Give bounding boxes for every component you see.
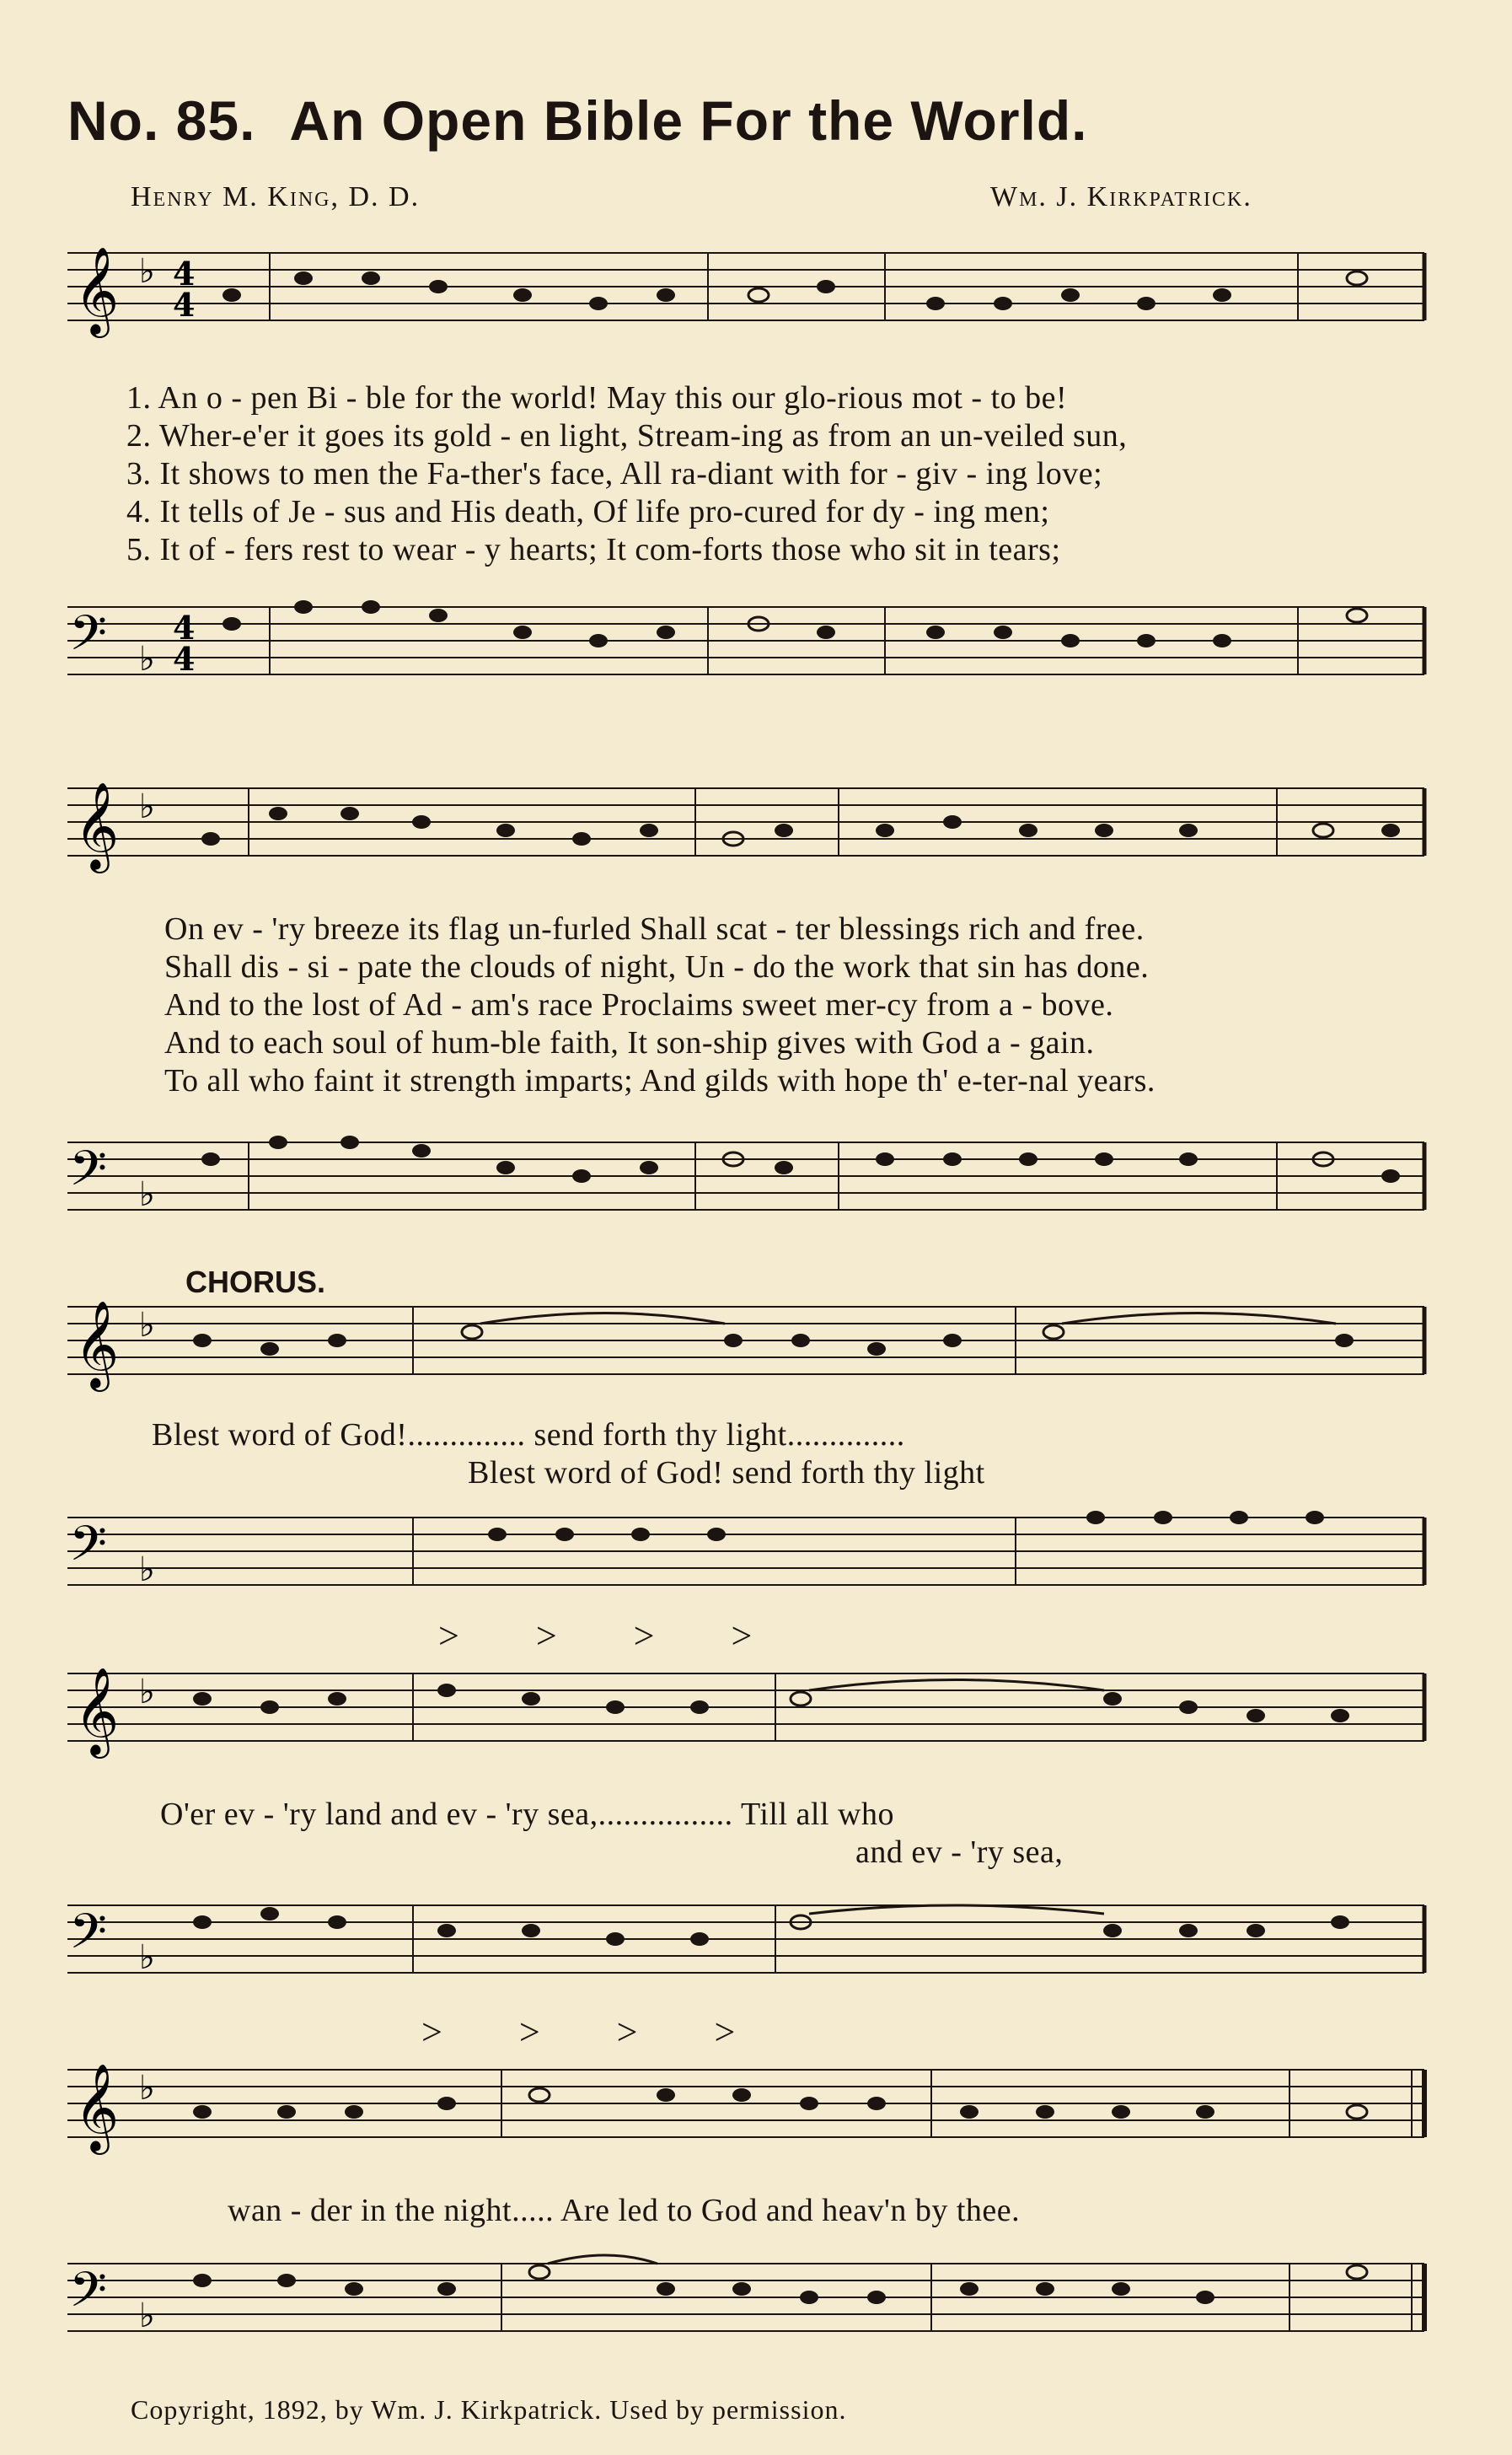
verse-2-line-1: 2. Wher-e'er it goes its gold - en light, Stream-ing as from an un-veiled sun, xyxy=(126,418,1128,454)
treble-staff xyxy=(59,2061,1433,2151)
staff-lines-svg xyxy=(59,244,1433,346)
svg-text:4: 4 xyxy=(173,286,196,324)
svg-text:𝄞: 𝄞 xyxy=(74,246,120,335)
svg-text:4: 4 xyxy=(173,609,196,647)
svg-text:𝄞: 𝄞 xyxy=(74,1667,120,1755)
author-credit: Henry M. King, D. D. xyxy=(131,181,421,212)
svg-text:♭: ♭ xyxy=(139,1673,155,1711)
accent-marks-upper: > > > > xyxy=(438,1615,786,1657)
svg-text:♭: ♭ xyxy=(139,1306,155,1345)
staff-lines-svg xyxy=(59,2255,1433,2356)
verse-4-line-1: 4. It tells of Je - sus and His death, Of life pro-cured for dy - ing men; xyxy=(126,494,1050,529)
bass-staff xyxy=(59,1134,1433,1214)
composer-credit: Wm. J. Kirkpatrick. xyxy=(990,181,1252,212)
staff-lines-svg xyxy=(59,780,1433,881)
staff-lines-svg xyxy=(59,1134,1433,1235)
staff-lines-svg xyxy=(59,1897,1433,1998)
svg-text:♭: ♭ xyxy=(139,1175,155,1214)
staff-lines-svg xyxy=(59,2061,1433,2162)
chorus-line-1-lower: Blest word of God! send forth thy light xyxy=(468,1455,985,1491)
chorus-label: CHORUS. xyxy=(185,1265,326,1299)
svg-text:𝄢: 𝄢 xyxy=(69,2261,108,2330)
bass-staff xyxy=(59,599,1433,679)
svg-text:𝄢: 𝄢 xyxy=(69,1515,108,1584)
staff-lines-svg xyxy=(59,1665,1433,1766)
chorus-line-1-upper: Blest word of God!.............. send forth thy light.............. xyxy=(152,1417,905,1453)
verse-1-line-1: 1. An o - pen Bi - ble for the world! May this our glo-rious mot - to be! xyxy=(126,380,1068,416)
svg-text:𝄢: 𝄢 xyxy=(69,604,108,674)
bass-staff xyxy=(59,1509,1433,1589)
svg-text:♭: ♭ xyxy=(139,2069,155,2108)
svg-text:𝄞: 𝄞 xyxy=(74,782,120,870)
svg-text:𝄢: 𝄢 xyxy=(69,1903,108,1972)
hymn-title: An Open Bible For the World. xyxy=(289,89,1088,152)
chorus-line-2-lower: and ev - 'ry sea, xyxy=(855,1835,1064,1870)
treble-staff xyxy=(59,1298,1433,1389)
chorus-line-2-upper: O'er ev - 'ry land and ev - 'ry sea,................ Till all who xyxy=(160,1797,894,1832)
verse-3-line-1: 3. It shows to men the Fa-ther's face, All ra-diant with for - giv - ing love; xyxy=(126,456,1103,492)
treble-staff xyxy=(59,244,1433,335)
chorus-line-3: wan - der in the night..... Are led to God and heav'n by thee. xyxy=(228,2193,1021,2228)
treble-staff xyxy=(59,780,1433,870)
accent-marks-lower: > > > > xyxy=(421,2012,769,2053)
staff-lines-svg xyxy=(59,599,1433,700)
svg-text:4: 4 xyxy=(173,640,196,678)
verse-4-line-2: And to each soul of hum-ble faith, It son-ship gives with God a - gain. xyxy=(164,1025,1095,1061)
staff-lines-svg xyxy=(59,1298,1433,1399)
verse-5-line-1: 5. It of - fers rest to wear - y hearts; It com-forts those who sit in tears; xyxy=(126,532,1061,567)
verse-3-line-2: And to the lost of Ad - am's race Proclaims sweet mer-cy from a - bove. xyxy=(164,987,1114,1023)
bass-staff xyxy=(59,1897,1433,1977)
hymn-number: No. 85. xyxy=(67,89,256,152)
svg-text:♭: ♭ xyxy=(139,640,155,679)
bass-staff xyxy=(59,2255,1433,2335)
svg-text:♭: ♭ xyxy=(139,1938,155,1977)
svg-text:♭: ♭ xyxy=(139,787,155,826)
svg-text:𝄢: 𝄢 xyxy=(69,1140,108,1209)
svg-text:𝄞: 𝄞 xyxy=(74,1300,120,1389)
staff-lines-svg xyxy=(59,1509,1433,1610)
verse-2-line-2: Shall dis - si - pate the clouds of night, Un - do the work that sin has done. xyxy=(164,949,1150,985)
treble-staff xyxy=(59,1665,1433,1755)
svg-text:♭: ♭ xyxy=(139,2297,155,2335)
svg-text:4: 4 xyxy=(173,255,196,293)
svg-text:♭: ♭ xyxy=(139,252,155,291)
verse-1-line-2: On ev - 'ry breeze its flag un-furled Shall scat - ter blessings rich and free. xyxy=(164,911,1145,947)
svg-text:♭: ♭ xyxy=(139,1550,155,1589)
verse-5-line-2: To all who faint it strength imparts; And gilds with hope th' e-ter-nal years. xyxy=(164,1063,1155,1099)
copyright-notice: Copyright, 1892, by Wm. J. Kirkpatrick. Used by permission. xyxy=(131,2394,847,2425)
hymn-title-row xyxy=(67,89,1450,153)
svg-text:𝄞: 𝄞 xyxy=(74,2063,120,2151)
